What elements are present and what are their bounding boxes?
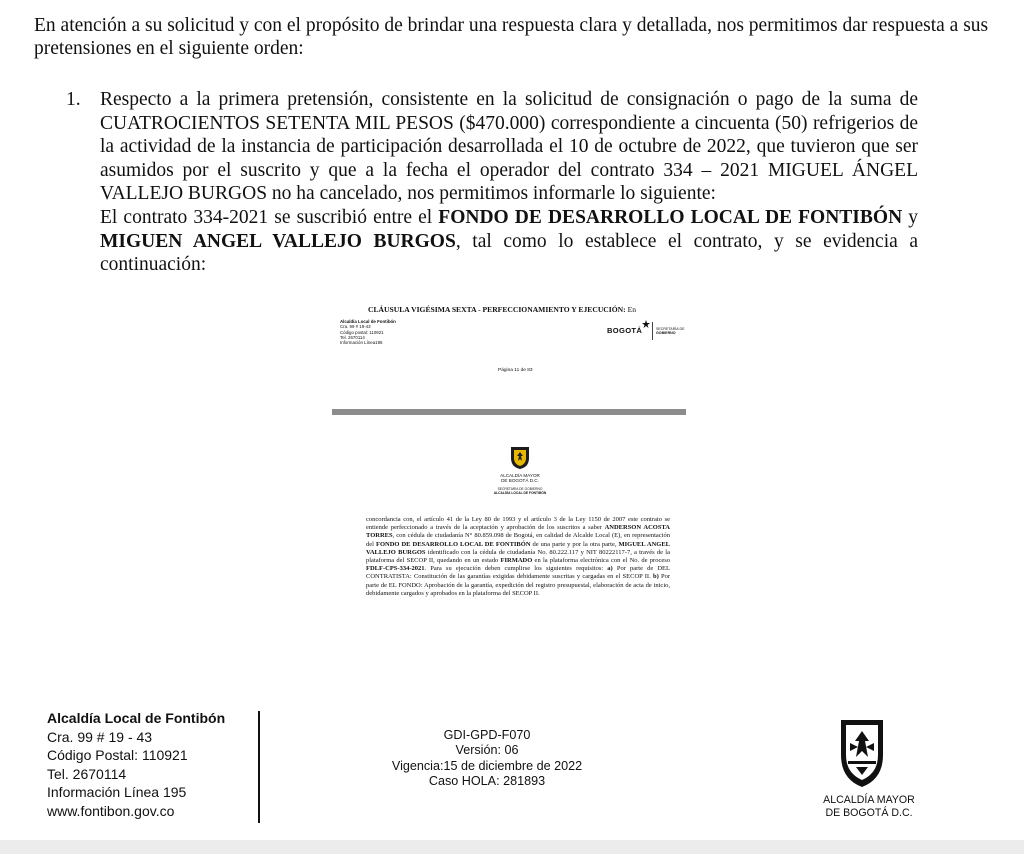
numbered-item-1 — [66, 88, 918, 277]
mini-address-line: Alcaldía Local de Fontibón — [340, 319, 396, 324]
secretaria-logo-text — [656, 327, 685, 336]
star-icon — [642, 320, 650, 328]
mini-address-block — [340, 319, 396, 345]
contract-bold: FDLF-CPS-334-2021 — [366, 565, 425, 573]
alcaldia-line: DE BOGOTÁ D.C. — [825, 806, 913, 819]
contract-excerpt-image — [330, 300, 686, 630]
contract-bold: FIRMADO — [500, 557, 533, 565]
item-number: 1. — [66, 89, 81, 110]
office-address: Cra. 99 # 19 - 43 — [47, 728, 153, 745]
phone: Tel. 2670114 — [47, 765, 127, 782]
contract-bold: MIGUEL ANGEL VALLEJO BURGOS — [366, 540, 670, 556]
case-number: Caso HOLA: 281893 — [428, 773, 546, 788]
secretaria-line: SECRETARÍA DE — [656, 327, 685, 331]
alcaldia-line: ALCALDÍA MAYOR — [823, 794, 915, 806]
postal-code: Código Postal: 110921 — [47, 747, 188, 763]
website-link[interactable]: www.fontibon.gov.co — [47, 802, 175, 819]
info-line: Información Línea 195 — [47, 784, 187, 800]
contract-text-b: y — [902, 206, 918, 228]
contract-bold: b) — [652, 573, 659, 581]
secretaria-sub — [460, 487, 580, 495]
secretaria-line: GOBIERNO — [656, 331, 676, 336]
sub-line: SECRETARÍA DE GOBIERNO — [497, 487, 543, 491]
bogota-shield-icon — [510, 446, 530, 470]
item-body — [100, 88, 918, 277]
contract-bold: a) — [607, 565, 613, 573]
document-info — [360, 728, 614, 789]
mini-address-line: Tel. 2670114 — [340, 334, 365, 340]
contract-text: . Para su ejecución deben cumplirse los siguientes requisitos: — [424, 565, 608, 573]
clause-title: CLÁUSULA VIGÉSIMA SEXTA - PERFECCIONAMIENTO Y EJECUCIÓN: — [368, 305, 626, 314]
intro-paragraph: En atención a su solicitud y con el propósito de brindar una respuesta clara y detallada, nos permitimos dar respuesta a sus pretensiones en el siguiente orden: — [34, 15, 989, 59]
office-name: Alcaldía Local de Fontibón — [47, 710, 226, 726]
contract-text-c: , tal como lo establece el contrato, y se evidencia a continuación: — [100, 230, 918, 276]
clause-heading — [368, 305, 636, 314]
mini-address-line: Cra. 99 # 19-43 — [340, 324, 371, 330]
contract-paragraph — [366, 516, 670, 598]
alcaldia-mini-line: ALCALDÍA MAYOR — [500, 473, 540, 478]
doc-validity: Vigencia:15 de diciembre de 2022 — [391, 758, 583, 773]
contract-text: de una parte y por la otra parte, — [530, 540, 619, 548]
footer-divider — [258, 711, 260, 823]
doc-version: Versión: 06 — [455, 743, 519, 758]
alcaldia-mini-line: DE BOGOTÁ D.C. — [501, 478, 539, 484]
alcaldia-mayor-label — [786, 794, 952, 819]
doc-code: GDI-GPD-F070 — [443, 728, 531, 742]
contract-text-a: El contrato 334-2021 se suscribió entre el — [100, 206, 439, 228]
page-break-bar — [332, 409, 686, 415]
alcaldia-mayor-mini — [460, 473, 580, 483]
clause-continuation: En — [627, 305, 637, 314]
contract-bold: FONDO DE DESARROLLO LOCAL DE FONTIBÓN — [375, 540, 531, 548]
item-text-part1: Respecto a la primera pretensión, consistente en la solicitud de consignación o pago de la suma de CUATROCIENTOS SETENTA MIL PESOS ($470.000) correspondiente a cincuenta (50) refrigerios de la actividad de la instancia de participación desarrollada el 10 de octubre de 2022, que tuvieron que ser asumidos por el suscrito y que a la fecha el operador del contrato 334 – 2021 MIGUEL ÁNGEL VALLEJO BURGOS no ha cancelado, nos permitimos informarle lo siguiente: — [100, 89, 918, 205]
contract-text: Por parte de EL FONDO: Aprobación de la garantía, expedición del registro presupuestal, elaboración de acta de inicio, debidamente cargados y aprobados en la plataforma del SECOP II. — [366, 573, 671, 597]
bogota-logo-text: BOGOTÁ — [607, 326, 643, 335]
contract-text: Por parte de DEL CONTRATISTA: Constitución de las garantías exigidas debidamente suscritas y cargadas en el SECOP II. — [366, 565, 670, 581]
mini-address-line: Información Línea195 — [340, 340, 383, 346]
page-number: Página 11 de 83 — [498, 368, 533, 373]
page-bottom-strip — [0, 840, 1024, 854]
contractor-name: MIGUEN ANGEL VALLEJO BURGOS — [100, 230, 456, 252]
contract-bold: ANDERSON ACOSTA TORRES — [366, 524, 670, 540]
fund-name: FONDO DE DESARROLLO LOCAL DE FONTIBÓN — [438, 206, 903, 228]
contract-text: en la plataforma electrónica con el No. de proceso — [532, 557, 671, 565]
footer-contact — [47, 709, 225, 820]
mini-address-line: Código postal: 110921 — [340, 329, 384, 335]
bogota-coat-of-arms-icon — [838, 717, 886, 789]
item-text-part2 — [100, 206, 918, 277]
contract-text: , con cédula de ciudadanía N° 80.859.098 de Bogotá, en calidad de Alcalde Local (E), en representación del — [366, 532, 670, 548]
contract-text: identificado con la cédula de ciudadanía No. 80.222.117 y NIT 80222117-7, a través de la plataforma del SECOP II, quedando en un estado — [366, 548, 670, 565]
contract-text: concordancia con, el artículo 41 de la Ley 80 de 1993 y el artículo 3 de la Ley 1150 de 2007 este contrato se entiende perfeccionado a través de la aceptación y aprobación de los suscritos a saber — [366, 516, 670, 532]
logo-separator — [652, 322, 653, 340]
sub-line: ALCALDÍA LOCAL DE FONTIBÓN — [493, 491, 547, 495]
